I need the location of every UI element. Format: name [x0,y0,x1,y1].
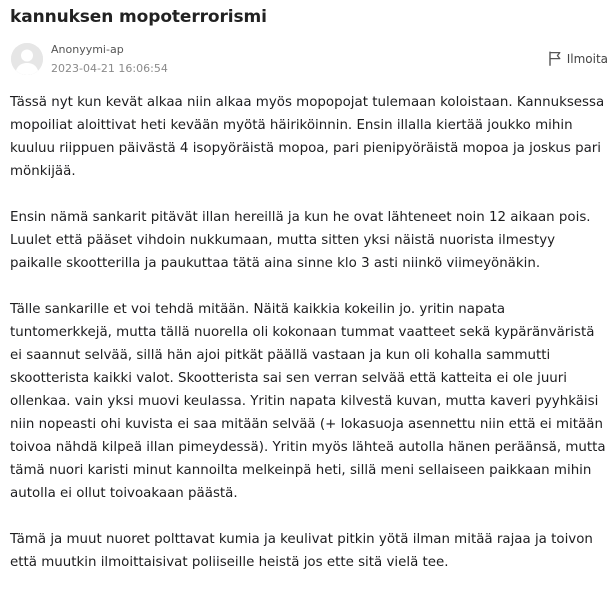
author-meta [51,43,168,76]
report-label: Ilmoita [566,51,608,66]
flag-icon [548,51,562,66]
post-paragraph: Tässä nyt kun kevät alkaa niin alkaa myös mopopojat tulemaan koloistaan. Kannuksessa mopoiliat aloittivat heti kevään myötä häiriköinnin. Ensin illalla kiertää joukko mihin kuuluu riippuen päivästä 4 isopyöräistä mopoa, pari pienipyöräistä mopoa ja joskus pari mönkijää. [10,95,605,179]
avatar [11,43,43,75]
post-date: 2023-04-21 16:06:54 [51,62,168,75]
post-paragraph: Tämä ja muut nuoret polttavat kumia ja keulivat pitkin yötä ilman mitää rajaa ja toivon että muutkin ilmoittaisivat poliiseille heistä jos ette sitä vielä tee. [10,532,593,570]
post-body [10,91,608,597]
post-paragraph: Tälle sankarille et voi tehdä mitään. Näitä kaikkia kokeilin jo. yritin napata tuntomerkkejä, mutta tällä nuorella oli kokonaan tummat vaatteet sekä kypäränväristä ei saannut selvää, sillä hän ajoi pitkät päällä vastaan ja kun oli kohalla sammutti skootterista kaikki valot. Skootterista sai sen verran selvää että katteita ei ole juuri ollenkaa. vain yksi muovi keulassa. Yritin napata kilvestä kuvan, mutta kaveri pyyhkäisi niin nopeasti ohi kuvista ei saa mitään selvää (+ lokasuoja asennettu niin että ei mitään toivoa nähdä kilpeä illan pimeydessä). Yritin myös lähteä autolla hänen peräänsä, mutta tämä nuori karisti minut kannoilta melkeinpä heti, sillä meni sellaiseen paikkaan mihin autolla ei ollut toivoakaan päästä. [10,302,606,501]
post-title: kannuksen mopoterrorismi [10,7,267,27]
author-name[interactable]: Anonyymi-ap [51,43,124,56]
report-button[interactable] [548,51,608,66]
post-author-row [10,43,610,77]
post-paragraph: Ensin nämä sankarit pitävät illan hereillä ja kun he ovat lähteneet noin 12 aikaan pois. Luulet että pääset vihdoin nukkumaan, mutta sitten yksi näistä nuorista ilmestyy paikalle skootterilla ja paukuttaa tätä aina sinne klo 3 asti niinkö viimeyönäkin. [10,210,591,271]
user-silhouette-icon [11,43,43,75]
